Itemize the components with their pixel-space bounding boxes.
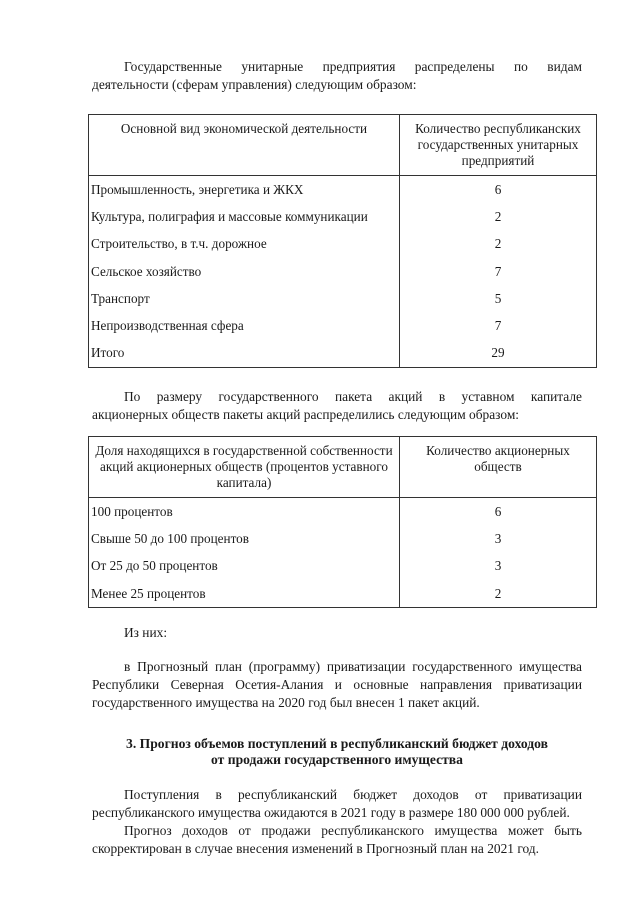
- table-row: [89, 203, 597, 230]
- section-3-paragraph-1: Поступления в республиканский бюджет доходов от приватизации республиканского имущества ожидаются в 2021 году в размере 180 000 000 рублей.: [92, 787, 582, 821]
- row-label: От 25 до 50 процентов: [89, 553, 400, 580]
- table-row: [89, 176, 597, 204]
- row-value: 6: [400, 176, 597, 204]
- of-them-label: Из них:: [124, 625, 168, 641]
- row-label: Культура, полиграфия и массовые коммуникации: [89, 203, 400, 230]
- row-label: Промышленность, энергетика и ЖКХ: [89, 176, 400, 204]
- table-row: [89, 553, 597, 580]
- row-label: Свыше 50 до 100 процентов: [89, 525, 400, 552]
- shares-table: [88, 436, 597, 608]
- section-3-heading-line-1: 3. Прогноз объемов поступлений в республиканский бюджет доходов: [126, 736, 548, 752]
- row-value: 5: [400, 285, 597, 312]
- row-value: 6: [400, 498, 597, 526]
- table-header: [89, 115, 597, 176]
- row-label: Непроизводственная сфера: [89, 312, 400, 339]
- row-label: Итого: [89, 340, 400, 368]
- intro-line-2: деятельности (сферам управления) следующим образом:: [92, 77, 417, 92]
- section-3-paragraph-2: Прогноз доходов от продажи республиканского имущества может быть скорректирован в случае внесения изменений в Прогнозный план на 2021 год.: [92, 823, 582, 857]
- table-row: [89, 525, 597, 552]
- table-row: [89, 258, 597, 285]
- row-label: 100 процентов: [89, 498, 400, 526]
- column-header-enterprise-count: Количество республиканских государственных унитарных предприятий: [400, 115, 597, 176]
- row-value: 7: [400, 258, 597, 285]
- row-value: 2: [400, 231, 597, 258]
- row-label: Строительство, в т.ч. дорожное: [89, 231, 400, 258]
- row-label: Менее 25 процентов: [89, 580, 400, 608]
- section-3-heading-line-2: от продажи государственного имущества: [211, 752, 463, 768]
- row-value: 2: [400, 580, 597, 608]
- column-header-share: Доля находящихся в государственной собственности акций акционерных обществ (процентов уставного капитала): [89, 437, 400, 498]
- shares-line-2: акционерных обществ пакеты акций распределились следующим образом:: [92, 407, 520, 423]
- column-header-activity: Основной вид экономической деятельности: [89, 115, 400, 176]
- table-row: [89, 580, 597, 608]
- enterprises-table: [88, 114, 597, 368]
- row-label: Транспорт: [89, 285, 400, 312]
- row-value: 3: [400, 525, 597, 552]
- row-value: 3: [400, 553, 597, 580]
- table-header: [89, 437, 597, 498]
- row-label: Сельское хозяйство: [89, 258, 400, 285]
- table-row: [89, 231, 597, 258]
- shares-line-1: По размеру государственного пакета акций в уставном капитале: [124, 389, 582, 405]
- row-value: 2: [400, 203, 597, 230]
- column-header-company-count: Количество акционерных обществ: [400, 437, 597, 498]
- intro-line-1: Государственные унитарные предприятия распределены по видам: [124, 59, 582, 74]
- row-value: 29: [400, 340, 597, 368]
- table-row: [89, 312, 597, 339]
- table-row: [89, 498, 597, 526]
- row-value: 7: [400, 312, 597, 339]
- table-row-total: [89, 340, 597, 368]
- document-page: [92, 58, 582, 858]
- table-row: [89, 285, 597, 312]
- privatization-paragraph: в Прогнозный план (программу) приватизации государственного имущества Республики Северная Осетия-Алания и основные направления приватизации государственного имущества на 2020 год был внесен 1 пакет акций.: [92, 659, 582, 711]
